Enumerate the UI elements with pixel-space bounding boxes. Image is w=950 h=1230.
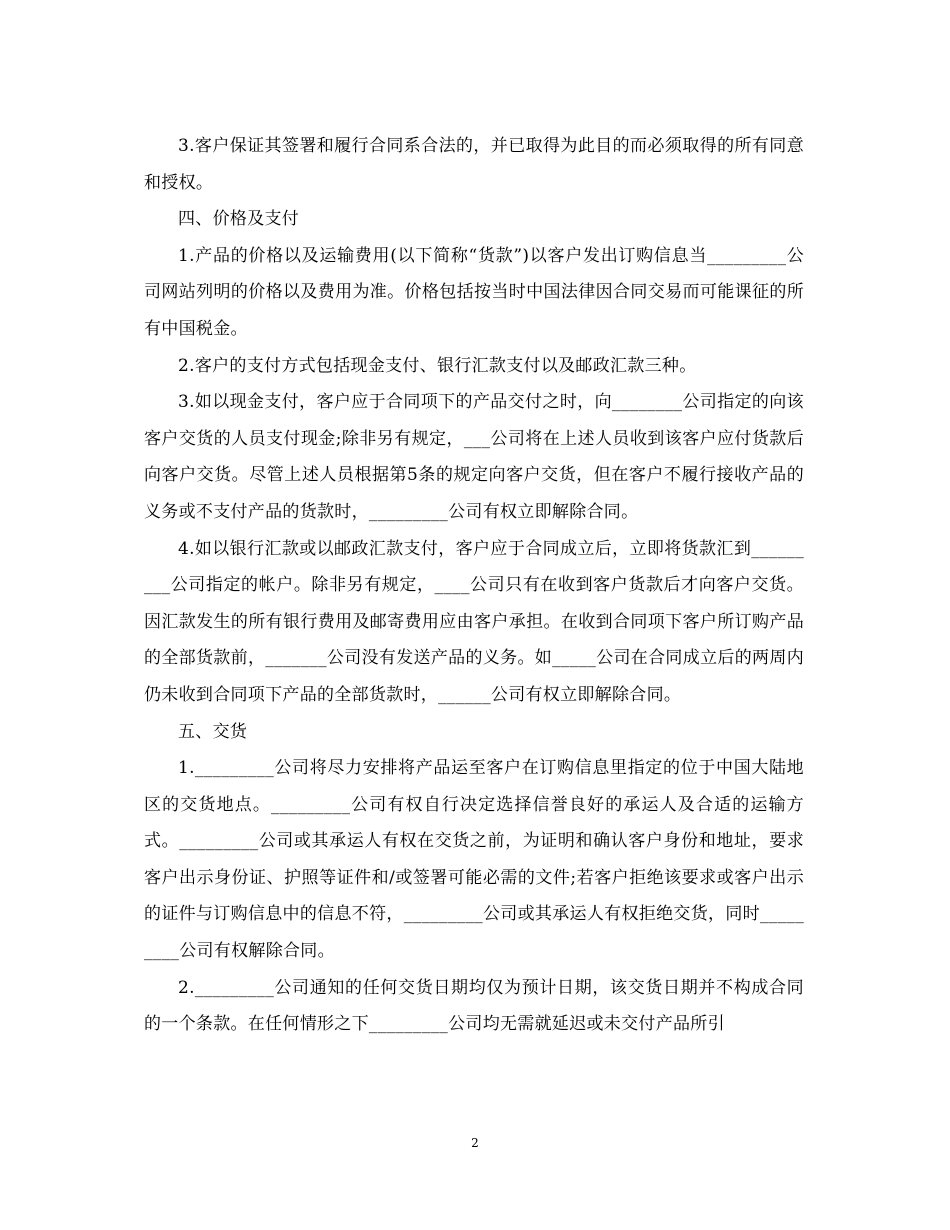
page-number: 2 [471, 1136, 479, 1150]
clause-3-customer-warranty: 3.客户保证其签署和履行合同系合法的，并已取得为此目的而必须取得的所有同意和授权。 [144, 136, 804, 193]
clause-delivery-arrangement: 1._________公司将尽力安排将产品运至客户在订购信息里指定的位于中国大陆地区的交货地点。_________公司有权自行决定选择信誉良好的承运人及合适的运输方式。_________公司或其承运人有权在交货之前，为证明和确认客户身份和地址，要求客户出示身份证、护照等证件和/或签署可能必需的文件;若客户拒绝该要求或客户出示的证件与订购信息中的信息不符，_________公司或其承运人有权拒绝交货，同时_________公司有权解除合同。 [144, 758, 804, 962]
clause-delivery-date: 2._________公司通知的任何交货日期均仅为预计日期，该交货日期并不构成合同的一个条款。在任何情形之下_________公司均无需就延迟或未交付产品所引 [144, 977, 804, 1035]
clause-cash-payment: 3.如以现金支付，客户应于合同项下的产品交付之时，向________公司指定的向该客户交货的人员支付现金;除非另有规定，___公司将在上述人员收到该客户应付货款后向客户交货。尽管上述人员根据第5条的规定向客户交货，但在客户不履行接收产品的义务或不支付产品的货款时，_________公司有权立即解除合同。 [144, 392, 804, 522]
section-heading-price-payment: 四、价格及支付 [178, 209, 300, 230]
document-body [144, 128, 804, 1043]
section-heading-delivery: 五、交货 [178, 721, 248, 742]
clause-payment-methods: 2.客户的支付方式包括现金支付、银行汇款支付以及邮政汇款三种。 [178, 355, 697, 376]
clause-price-definition: 1.产品的价格以及运输费用(以下简称“货款”)以客户发出订购信息当_________公司网站列明的价格以及费用为准。价格包括按当时中国法律因合同交易而可能课征的所有中国税金。 [144, 245, 804, 339]
clause-bank-postal-transfer: 4.如以银行汇款或以邮政汇款支付，客户应于合同成立后，立即将货款汇到_________公司指定的帐户。除非另有规定，____公司只有在收到客户货款后才向客户交货。因汇款发生的所有银行费用及邮寄费用应由客户承担。在收到合同项下客户所订购产品的全部货款前，_______公司没有发送产品的义务。如_____公司在合同成立后的两周内仍未收到合同项下产品的全部货款时，______公司有权立即解除合同。 [144, 538, 804, 705]
